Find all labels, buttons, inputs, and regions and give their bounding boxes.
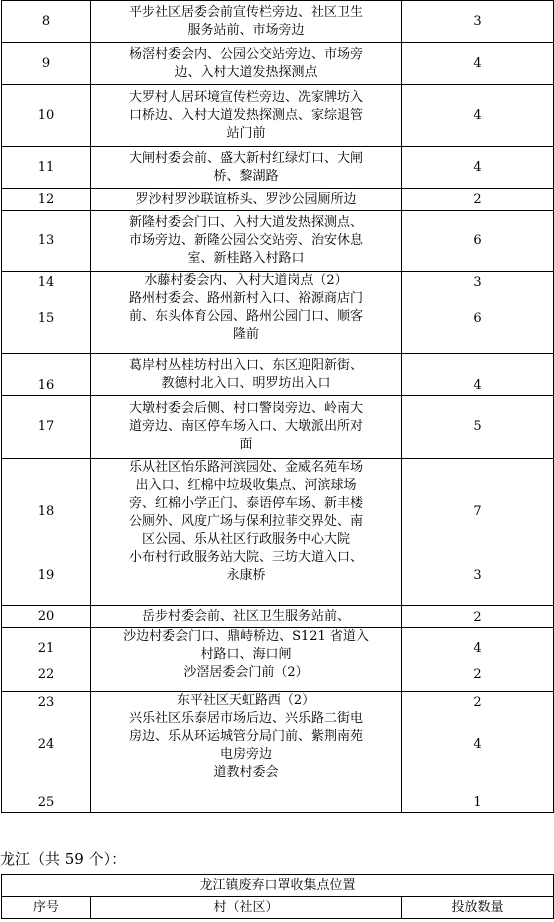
row-location: 乐从社区怡乐路河滨园处、金威名苑车场 出入口、红棉中垃圾收集点、河滨球场 旁、红棉小学正门、泰语停车场、新丰楼 公厕外、风度广场与保利拉菲交界处、南 区公园、乐从社区行政服务中心大院 小布村行政服务站大院、三坊大道入口、 永康桥	[91, 459, 402, 606]
table-row-merged	[2, 272, 554, 354]
row-count: 3	[402, 1, 554, 43]
header-count: 投放数量	[402, 897, 554, 919]
row-location: 大闸村委会前、盛大新村红绿灯口、大闸 桥、黎湖路	[91, 147, 402, 189]
table-row	[2, 189, 554, 211]
row-location: 新隆村委会门口、入村大道发热探测点、 市场旁边、新隆公园公交站旁、治安休息 室、新桂路入村路口	[91, 211, 402, 272]
row-number: 14 15	[2, 272, 91, 354]
header-village: 村（社区）	[91, 897, 402, 919]
row-count: 2 4 1	[402, 692, 554, 813]
row-location: 沙边村委会门口、鼎峙桥边、S121 省道入 村路口、海口闸 沙滘居委会门前（2）	[91, 628, 402, 692]
row-number: 21 22	[2, 628, 91, 692]
row-number: 16	[2, 354, 91, 396]
row-count: 7 3	[402, 459, 554, 606]
table-row	[2, 211, 554, 272]
row-location: 杨滘村委会内、公园公交站旁边、市场旁 边、入村大道发热探测点	[91, 43, 402, 85]
row-count: 2	[402, 189, 554, 211]
longjiang-table	[1, 874, 554, 919]
table-row-merged	[2, 459, 554, 606]
row-number: 18 19	[2, 459, 91, 606]
row-number: 13	[2, 211, 91, 272]
table-row	[2, 43, 554, 85]
row-location: 罗沙村罗沙联谊桥头、罗沙公园厕所边	[91, 189, 402, 211]
collection-points-table	[1, 0, 554, 813]
row-location: 水藤村委会内、入村大道岗点（2） 路州村委会、路州新村入口、裕源商店门 前、东头体育公园、路州公园门口、顺客 隆前	[91, 272, 402, 354]
row-count: 4	[402, 85, 554, 147]
row-number: 9	[2, 43, 91, 85]
row-count: 3 6	[402, 272, 554, 354]
table-row	[2, 147, 554, 189]
row-number: 11	[2, 147, 91, 189]
table-row	[2, 354, 554, 396]
row-count: 4	[402, 147, 554, 189]
table-row	[2, 1, 554, 43]
header-number: 序号	[2, 897, 91, 919]
section-title-longjiang: 龙江（共 59 个）：	[0, 850, 127, 868]
row-number: 8	[2, 1, 91, 43]
row-number: 23 24 25	[2, 692, 91, 813]
row-count: 5	[402, 396, 554, 459]
row-count: 4	[402, 43, 554, 85]
table-row	[2, 606, 554, 628]
row-number: 10	[2, 85, 91, 147]
table-row-merged	[2, 628, 554, 692]
table-row	[2, 85, 554, 147]
row-location: 大墩村委会后侧、村口警岗旁边、岭南大 道旁边、南区停车场入口、大墩派出所对 面	[91, 396, 402, 459]
table-caption-row	[2, 875, 554, 897]
table-header-row	[2, 897, 554, 919]
row-location: 葛岸村丛桂坊村出入口、东区迎阳新街、 教德村北入口、明罗坊出入口	[91, 354, 402, 396]
row-location: 平步社区居委会前宣传栏旁边、社区卫生 服务站前、市场旁边	[91, 1, 402, 43]
row-location: 东平社区天虹路西（2） 兴乐社区乐泰居市场后边、兴乐路二街电 房边、乐从环运城管分局门前、紫荆南苑 电房旁边 道教村委会	[91, 692, 402, 813]
row-number: 20	[2, 606, 91, 628]
row-count: 4	[402, 354, 554, 396]
row-number: 12	[2, 189, 91, 211]
table-row	[2, 396, 554, 459]
row-count: 2	[402, 606, 554, 628]
row-number: 17	[2, 396, 91, 459]
table-caption: 龙江镇废弃口罩收集点位置	[2, 875, 554, 897]
table-row-merged	[2, 692, 554, 813]
row-location: 大罗村人居环境宣传栏旁边、冼家牌坊入 口桥边、入村大道发热探测点、家综退管 站门前	[91, 85, 402, 147]
row-count: 6	[402, 211, 554, 272]
row-count: 4 2	[402, 628, 554, 692]
row-location: 岳步村委会前、社区卫生服务站前、	[91, 606, 402, 628]
